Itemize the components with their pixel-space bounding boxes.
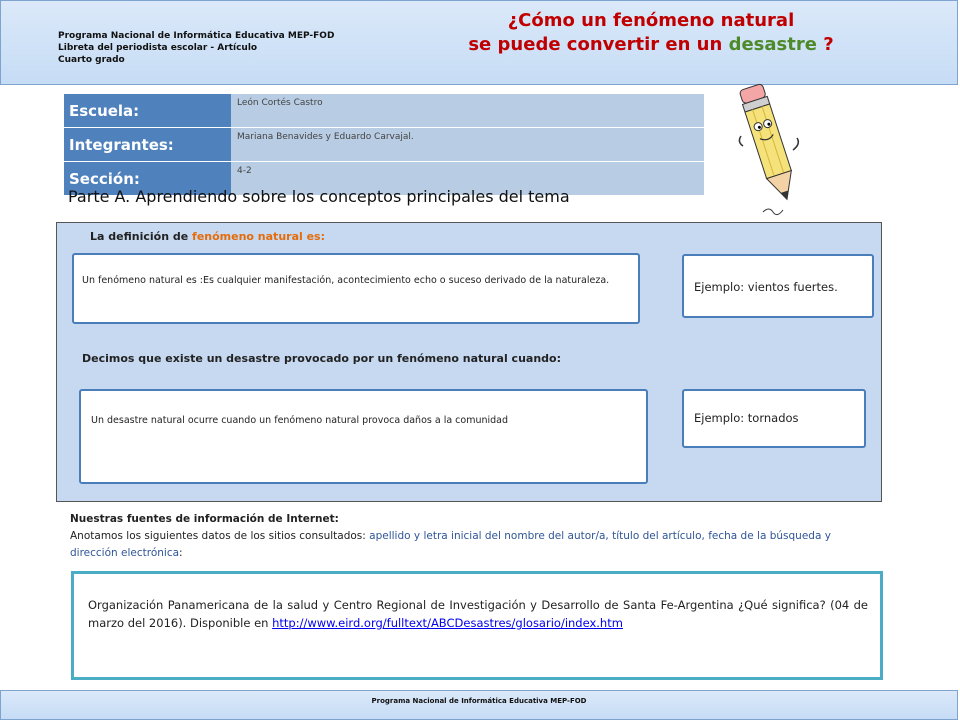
sources-fields: apellido y letra inicial del nombre del autor/a, título del artículo, fecha de la búsqueda y dirección electrónica — [70, 530, 831, 559]
sources-title: Nuestras fuentes de información de Internet: — [70, 513, 339, 525]
table-row — [64, 128, 704, 162]
disaster-label: Decimos que existe un desastre provocado por un fenómeno natural cuando: — [82, 352, 561, 365]
members-value[interactable]: Mariana Benavides y Eduardo Carvajal. — [231, 128, 704, 162]
title-text: se puede convertir en un — [468, 34, 729, 55]
definition-answer-box[interactable]: Un fenómeno natural es :Es cualquier manifestación, acontecimiento echo o suceso derivado de la naturaleza. — [72, 253, 640, 324]
reference-link[interactable]: http://www.eird.org/fulltext/ABCDesastres/glosario/index.htm — [272, 616, 623, 630]
header-banner — [0, 0, 958, 85]
page-title — [441, 9, 861, 57]
school-value[interactable]: León Cortés Castro — [231, 94, 704, 128]
disaster-answer-box[interactable]: Un desastre natural ocurre cuando un fenómeno natural provoca daños a la comunidad — [79, 389, 648, 484]
section-label: Sección: — [64, 162, 231, 196]
members-label: Integrantes: — [64, 128, 231, 162]
notebook-name: Libreta del periodista escolar - Artículo — [58, 43, 258, 53]
grade-label: Cuarto grado — [58, 55, 125, 65]
info-table — [64, 94, 704, 196]
section-heading: Parte A. Aprendiendo sobre los conceptos principales del tema — [68, 187, 570, 206]
footer-banner: Programa Nacional de Informática Educativa MEP-FOD — [0, 690, 958, 720]
definition-label — [90, 230, 325, 243]
sources-description — [70, 528, 870, 562]
definition-highlight: fenómeno natural es: — [192, 230, 326, 243]
reference-box[interactable] — [71, 571, 883, 680]
title-line-2 — [441, 33, 861, 57]
title-highlight: desastre — [728, 34, 817, 55]
disaster-example-box[interactable]: Ejemplo: tornados — [682, 389, 866, 448]
title-end: ? — [816, 34, 834, 55]
section-value[interactable]: 4-2 — [231, 162, 704, 196]
reference-text: Organización Panamericana de la salud y Centro Regional de Investigación y Desarrollo de Santa Fe-Argentina ¿Qué significa? (04 de marzo del 2016). Disponible en — [88, 598, 868, 630]
sources-intro: Anotamos los siguientes datos de los sitios consultados: — [70, 530, 370, 542]
definition-example-box[interactable]: Ejemplo: vientos fuertes. — [682, 254, 874, 318]
pencil-mascot-icon — [735, 72, 805, 222]
program-info — [58, 30, 334, 66]
program-name: Programa Nacional de Informática Educativa MEP-FOD — [58, 31, 335, 41]
school-label: Escuela: — [64, 94, 231, 128]
title-line-1: ¿Cómo un fenómeno natural — [507, 10, 795, 31]
definition-label-text: La definición de — [90, 230, 193, 243]
sources-end: : — [179, 547, 183, 559]
sources-instructions — [70, 511, 870, 562]
table-row — [64, 94, 704, 128]
